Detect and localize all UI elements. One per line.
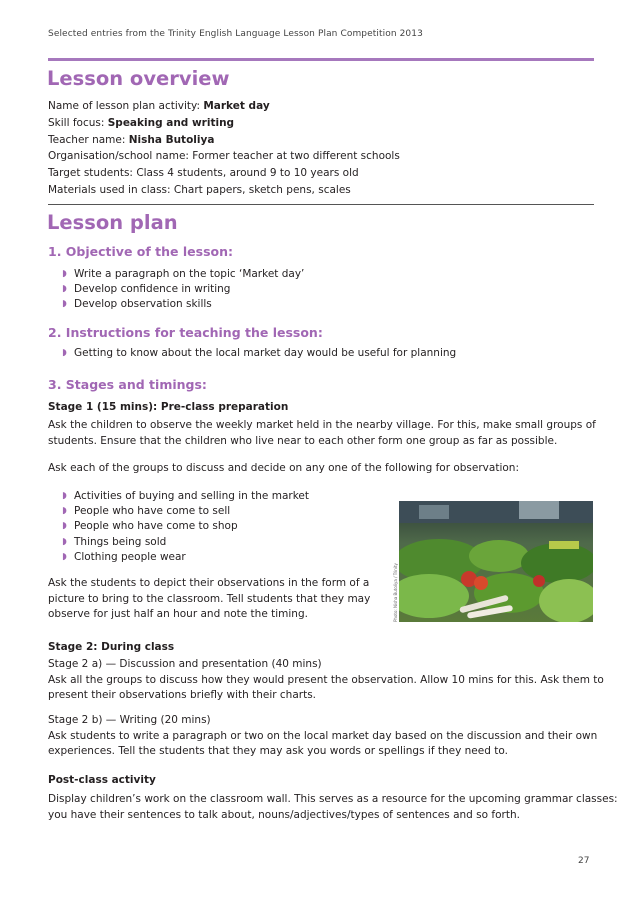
bullet-icon: ◗	[62, 506, 67, 517]
instructions-list	[62, 346, 456, 361]
stage2-title: Stage 2: During class	[48, 641, 175, 653]
header-rule	[48, 58, 594, 61]
plan-title: Lesson plan	[47, 211, 178, 234]
instructions-heading: 2. Instructions for teaching the lesson:	[48, 325, 323, 340]
running-header: Selected entries from the Trinity English Language Lesson Plan Competition 2013	[48, 29, 423, 39]
list-item: ◗ Develop observation skills	[62, 297, 304, 312]
market-vegetables-image	[399, 501, 593, 622]
bullet-icon: ◗	[62, 348, 67, 358]
overview-field-teacher: Teacher name: Nisha Butoliya	[48, 133, 215, 146]
post-class-paragraph: Display children’s work on the classroom wall. This serves as a resource for the upcoming grammar classes: you have their sentences to talk about, nouns/adjectives/types of sentences and so forth.	[48, 793, 618, 821]
list-item: ◗ Things being sold	[62, 535, 309, 550]
overview-title: Lesson overview	[47, 67, 230, 90]
list-item: ◗ Getting to know about the local market day would be useful for planning	[62, 346, 456, 361]
bullet-icon: ◗	[62, 491, 67, 501]
section-divider	[48, 204, 594, 205]
list-item: ◗ People who have come to sell	[62, 504, 309, 519]
bullet-icon: ◗	[62, 551, 67, 562]
page-number: 27	[578, 856, 590, 866]
bullet-icon: ◗	[62, 284, 67, 295]
objective-heading: 1. Objective of the lesson:	[48, 244, 233, 259]
bullet-icon: ◗	[62, 521, 67, 532]
bullet-icon: ◗	[62, 536, 67, 547]
post-class-title: Post-class activity	[48, 774, 156, 786]
list-item: ◗ Develop confidence in writing	[62, 282, 304, 297]
list-item: ◗ Write a paragraph on the topic ‘Market day’	[62, 267, 304, 282]
stages-heading: 3. Stages and timings:	[48, 377, 207, 392]
list-item: ◗ Activities of buying and selling in the market	[62, 489, 309, 504]
overview-field-skill: Skill focus: Speaking and writing	[48, 116, 235, 129]
bullet-icon: ◗	[62, 269, 67, 279]
observation-list	[62, 489, 309, 565]
overview-field-activity: Name of lesson plan activity: Market day	[48, 100, 270, 112]
overview-field-school: Organisation/school name: Former teacher at two different schools	[48, 150, 400, 163]
market-photo	[399, 501, 593, 622]
overview-fields	[48, 98, 594, 199]
stage1-instruction: Ask each of the groups to discuss and decide on any one of the following for observation:	[48, 462, 519, 474]
stage1-title: Stage 1 (15 mins): Pre-class preparation	[48, 401, 289, 413]
stage1-depict-paragraph: Ask the students to depict their observations in the form of a picture to bring to the classroom. Tell students that they may observe for just half an hour and note the timing.	[48, 577, 371, 621]
list-item: ◗ People who have come to shop	[62, 519, 309, 534]
photo-credit: Photo: Nisha Butoliya / Trinity	[393, 563, 398, 622]
stage1-paragraph: Ask the children to observe the weekly market held in the nearby village. For this, make small groups of students. Ensure that the children who live near to each other form one group as far as possible.	[48, 419, 596, 447]
stage2b-block: Stage 2 b) — Writing (20 mins) Ask students to write a paragraph or two on the local market day based on the discussion and their own experiences. Tell the students that they may ask you words or spellings if they need to.	[48, 714, 598, 758]
objective-list	[62, 267, 304, 313]
overview-field-target: Target students: Class 4 students, around 9 to 10 years old	[48, 167, 359, 180]
bullet-icon: ◗	[62, 299, 67, 310]
stage2a-block: Stage 2 a) — Discussion and presentation (40 mins) Ask all the groups to discuss how they would present the observation. Allow 10 mins for this. Ask them to present their observations briefly with their charts.	[48, 658, 604, 702]
overview-field-materials: Materials used in class: Chart papers, sketch pens, scales	[48, 183, 351, 196]
list-item: ◗ Clothing people wear	[62, 550, 309, 565]
